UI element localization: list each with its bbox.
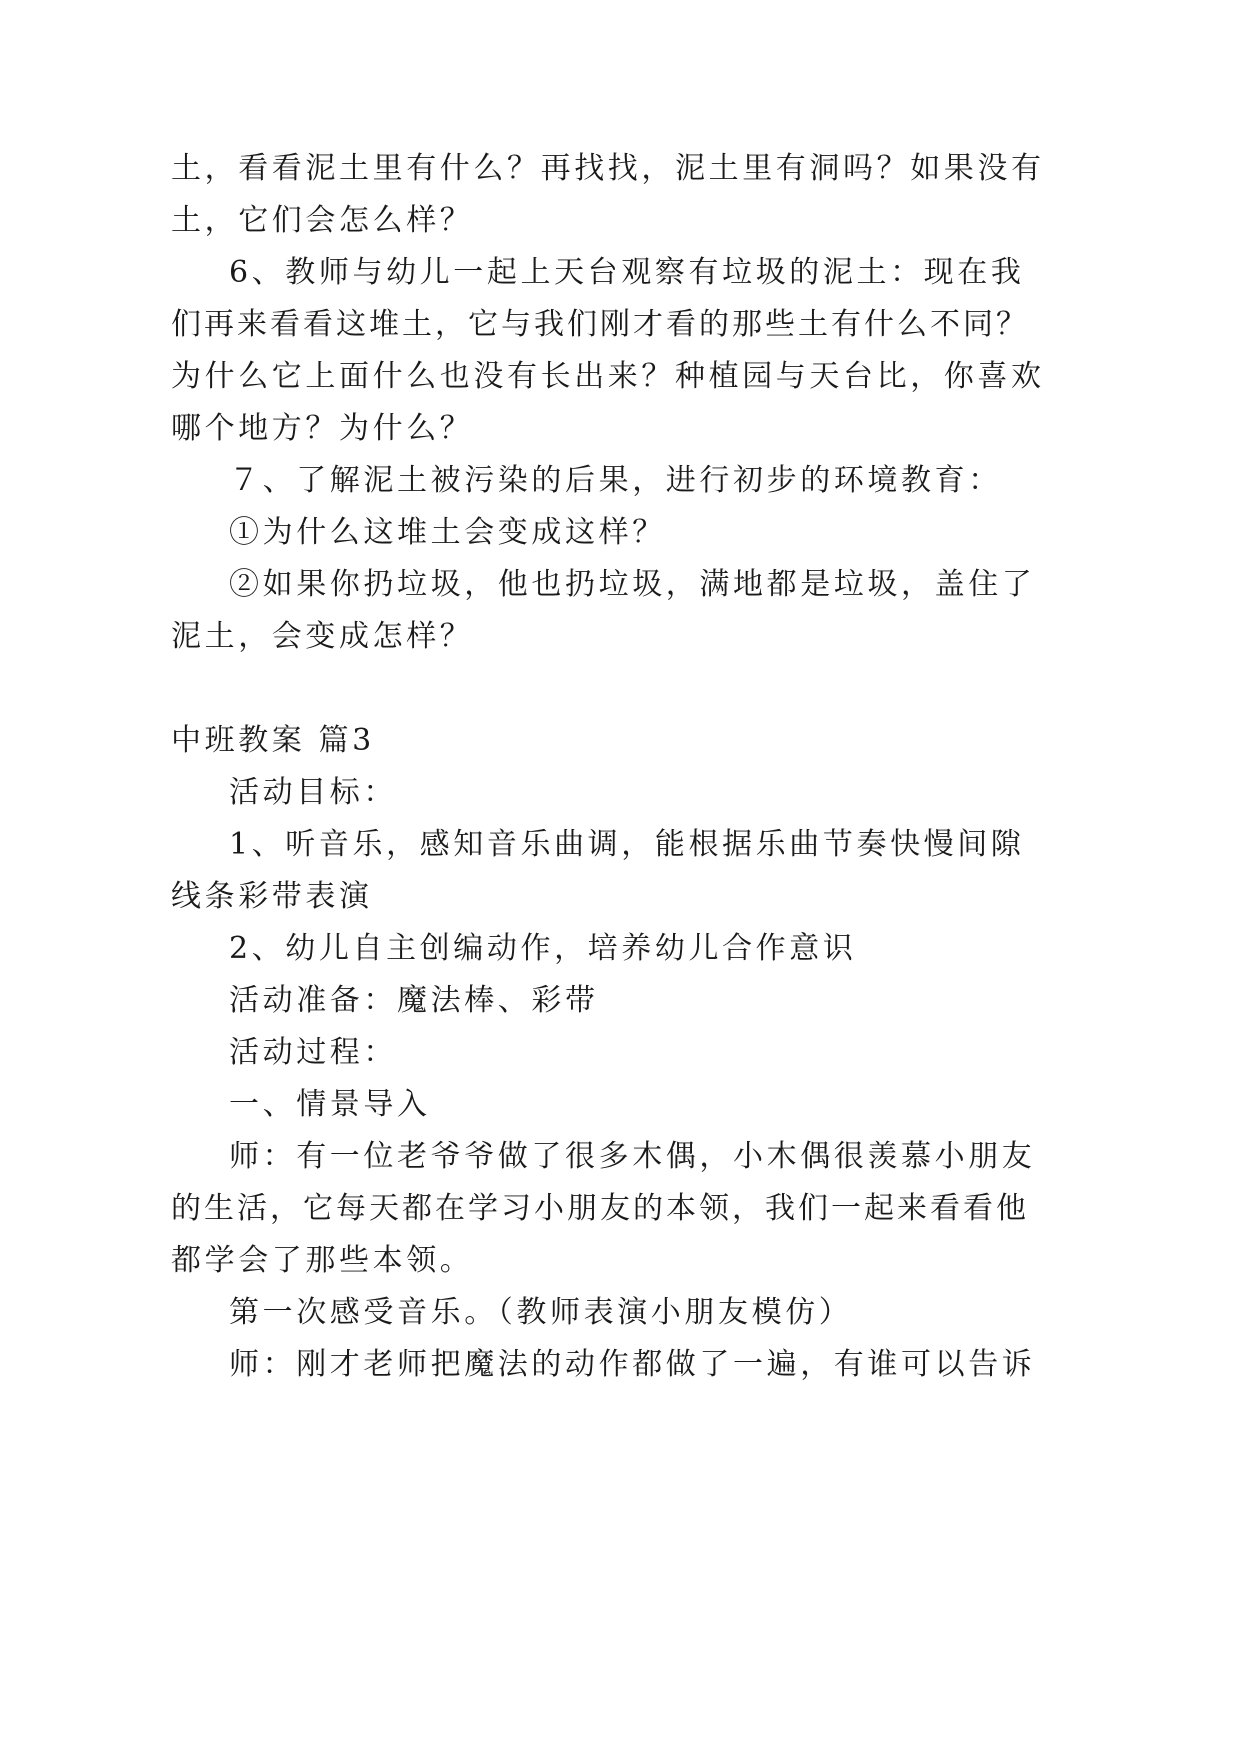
paragraph-line: 土，它们会怎么样？ <box>171 203 474 238</box>
paragraph-line: 2、幼儿自主创编动作，培养幼儿合作意识 <box>229 931 857 966</box>
paragraph-line: 师：刚才老师把魔法的动作都做了一遍，有谁可以告诉 <box>229 1347 1036 1382</box>
paragraph-line: 哪个地方？为什么？ <box>171 411 474 446</box>
paragraph-line: 土，看看泥土里有什么？再找找，泥土里有洞吗？如果没有 <box>171 151 1045 186</box>
paragraph-line: ７、了解泥土被污染的后果，进行初步的环境教育： <box>229 463 1002 498</box>
paragraph-line: 为什么它上面什么也没有长出来？种植园与天台比，你喜欢 <box>171 359 1045 394</box>
paragraph-line: 1、听音乐，感知音乐曲调，能根据乐曲节奏快慢间隙 <box>229 827 1025 862</box>
paragraph-line: 活动准备：魔法棒、彩带 <box>229 983 599 1018</box>
list-item: ②如果你扔垃圾，他也扔垃圾，满地都是垃圾，盖住了 <box>229 567 1036 602</box>
list-item: ①为什么这堆土会变成这样？ <box>229 515 666 550</box>
paragraph-line: 第一次感受音乐。（教师表演小朋友模仿） <box>229 1295 853 1330</box>
paragraph-line: 6、教师与幼儿一起上天台观察有垃圾的泥土：现在我 <box>229 255 1025 290</box>
paragraph-line: 都学会了那些本领。 <box>171 1243 474 1278</box>
paragraph-line: 们再来看看这堆土，它与我们刚才看的那些土有什么不同？ <box>171 307 1029 342</box>
paragraph-line: 师：有一位老爷爷做了很多木偶，小木偶很羡慕小朋友 <box>229 1139 1036 1174</box>
paragraph-line: 线条彩带表演 <box>171 879 373 914</box>
paragraph-line: 泥土，会变成怎样？ <box>171 619 474 654</box>
paragraph-line: 活动过程： <box>229 1035 397 1070</box>
paragraph-line: 一、情景导入 <box>229 1087 431 1122</box>
paragraph-line: 的生活，它每天都在学习小朋友的本领，我们一起来看看他 <box>171 1191 1029 1226</box>
section-heading: 中班教案 篇3 <box>171 723 375 758</box>
paragraph-line: 活动目标： <box>229 775 397 810</box>
